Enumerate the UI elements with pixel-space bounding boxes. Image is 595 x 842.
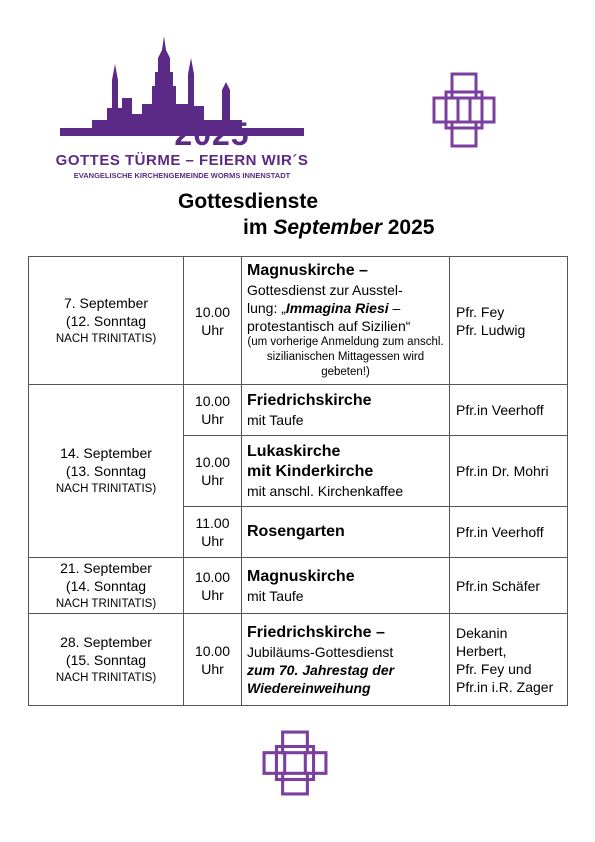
table-row — [29, 558, 568, 614]
date-cell: 21. September (14. Sonntag NACH TRINITATIS) — [29, 558, 184, 614]
service-cell: Lukaskirche mit Kinderkirche mit anschl. Kirchenkaffee — [242, 436, 450, 507]
time-cell: 10.00 Uhr — [184, 436, 242, 507]
cross-icon — [432, 72, 496, 148]
logo-motto: GOTTES TÜRME – FEIERN WIR´S — [55, 152, 309, 169]
parish-logo — [52, 28, 312, 178]
page-subtitle: im September 2025 — [243, 216, 435, 239]
date-cell: 14. September (13. Sonntag NACH TRINITATIS) — [29, 385, 184, 558]
service-cell: Rosengarten — [242, 507, 450, 558]
cross-icon — [262, 730, 328, 796]
pastor-cell: Pfr.in Dr. Mohri — [450, 436, 568, 507]
pastor-cell: Dekanin Herbert, Pfr. Fey und Pfr.in i.R. Zager — [450, 614, 568, 706]
table-row — [29, 385, 568, 436]
pastor-cell: Pfr.in Veerhoff — [450, 507, 568, 558]
logo-subtitle: EVANGELISCHE KIRCHENGEMEINDE WORMS INNENSTADT — [73, 171, 291, 180]
date-cell: 7. September (12. Sonntag NACH TRINITATIS) — [29, 257, 184, 385]
time-cell: 11.00 Uhr — [184, 507, 242, 558]
service-schedule-table — [28, 256, 568, 706]
service-cell: Magnuskirche – Gottesdienst zur Ausstel- lung: „Immagina Riesi – protestantisch auf Sizilien“ (um vorherige Anmeldung zum anschl. sizilianischen Mittagessen wird gebeten!) — [242, 257, 450, 385]
date-cell: 28. September (15. Sonntag NACH TRINITATIS) — [29, 614, 184, 706]
table-row — [29, 614, 568, 706]
page-title: Gottesdienste — [178, 190, 319, 213]
time-cell: 10.00 Uhr — [184, 614, 242, 706]
time-cell: 10.00 Uhr — [184, 385, 242, 436]
service-cell: Magnuskirche mit Taufe — [242, 558, 450, 614]
logo-year: 2025 — [174, 116, 250, 152]
service-cell: Friedrichskirche mit Taufe — [242, 385, 450, 436]
time-cell: 10.00 Uhr — [184, 257, 242, 385]
time-cell: 10.00 Uhr — [184, 558, 242, 614]
service-cell: Friedrichskirche – Jubiläums-Gottesdienst zum 70. Jahrestag der Wiedereinweihung — [242, 614, 450, 706]
pastor-cell: Pfr. Fey Pfr. Ludwig — [450, 257, 568, 385]
pastor-cell: Pfr.in Veerhoff — [450, 385, 568, 436]
pastor-cell: Pfr.in Schäfer — [450, 558, 568, 614]
table-row — [29, 257, 568, 385]
